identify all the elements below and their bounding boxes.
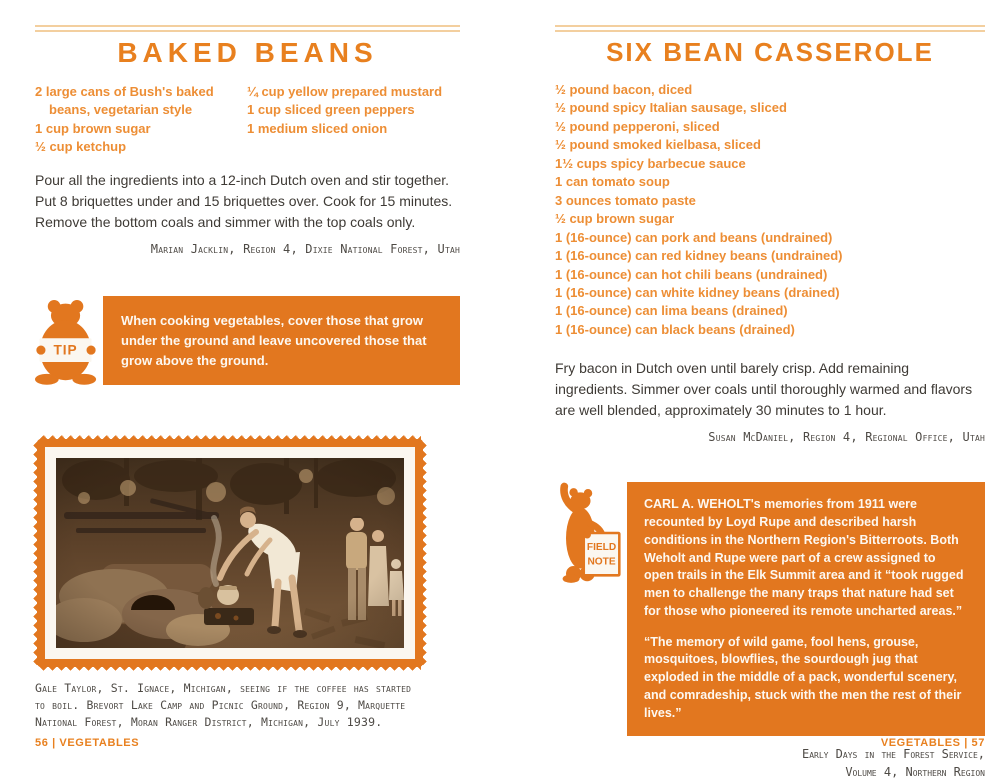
ingredient-item: ½ cup ketchup — [35, 139, 127, 155]
ingredient-item: 1 (16-ounce) can pork and beans (undrained) — [555, 229, 833, 245]
ingredient-item: 1 cup brown sugar — [35, 120, 151, 136]
photo-frame — [33, 435, 427, 671]
ingredient-column-1 — [35, 83, 247, 157]
page-number-footer-left: 56 | VEGETABLES — [35, 737, 140, 749]
recipe-instructions: Pour all the ingredients into a 12-inch Dutch oven and stir together. Put 8 briquettes under and 15 briquettes over. Cook for 15 minutes. Remove the bottom coals and simmer with the top coals only. — [35, 171, 453, 230]
standing-bear-icon — [555, 482, 621, 584]
book-attribution-line2: Volume 4, Northern Region — [845, 765, 985, 780]
contributor-attribution: Susan McDaniel, Region 4, Regional Office, Utah — [708, 430, 985, 445]
field-note-paragraph-1: CARL A. WEHOLT's memories from 1911 were recounted by Loyd Rupe and described harsh conditions in the Northern Region's Bitterroots. Both Weholt and Rupe were part of a crew assigned to open trails in the Elk Summit area and it “took rugged men to challenge the many traps that nature had set for those who pioneered its remote uncharted areas.” — [644, 497, 964, 618]
field-note-callout — [555, 482, 985, 736]
ingredient-item: ¼ cup yellow prepared mustard — [247, 84, 443, 99]
page-title: SIX BEAN CASSEROLE — [606, 37, 934, 67]
tip-bear-icon — [35, 296, 103, 391]
ingredient-item: 1 cup sliced green peppers — [247, 102, 415, 118]
ingredient-item: 1 (16-ounce) can white kidney beans (drained) — [555, 284, 840, 300]
ingredient-item: 1 can tomato soup — [555, 174, 670, 190]
ingredient-item: 1 (16-ounce) can black beans (drained) — [555, 321, 795, 337]
ingredient-item: ½ cup brown sugar — [555, 211, 675, 227]
recipe-instructions: Fry bacon in Dutch oven until barely crisp. Add remaining ingredients. Simmer over coals until thoroughly warmed and flavors are well blended, approximately 30 minutes to 1 hour. — [555, 360, 973, 419]
field-note-bear-icon — [555, 482, 627, 589]
field-note-box — [627, 482, 985, 736]
photo-caption: Gale Taylor, St. Ignace, Michigan, seeing if the coffee has started to boil. Brevort Lake Camp and Picnic Ground, Region 9, Marquette National Forest, Moran Ranger District, Michigan, July 1939. — [35, 680, 412, 730]
ingredient-list — [555, 81, 985, 339]
ingredient-item: ½ pound pepperoni, sliced — [555, 118, 720, 134]
ingredient-list — [35, 83, 460, 157]
sitting-bear-icon — [35, 296, 97, 386]
ingredient-item: ½ pound spicy Italian sausage, sliced — [555, 100, 787, 116]
ingredient-item: 2 large cans of Bush's baked beans, vegetarian style — [35, 84, 214, 118]
right-page — [555, 25, 985, 781]
top-rule — [555, 25, 985, 32]
contributor-attribution: Marian Jacklin, Region 4, Dixie National Forest, Utah — [150, 241, 460, 256]
ingredient-item: 1 (16-ounce) can hot chili beans (undrained) — [555, 266, 828, 282]
ingredient-item: 1 medium sliced onion — [247, 120, 388, 136]
ingredient-item: 1½ cups spicy barbecue sauce — [555, 155, 746, 171]
top-rule — [35, 25, 460, 32]
historic-photo — [56, 458, 404, 648]
ingredient-item: ½ pound smoked kielbasa, sliced — [555, 137, 761, 153]
page-title: BAKED BEANS — [117, 37, 378, 68]
book-attribution-line1: Early Days in the Forest Service, — [801, 747, 985, 762]
ingredient-column — [555, 81, 985, 339]
field-note-badge-line2: NOTE — [587, 556, 616, 568]
ingredient-item: ½ pound bacon, diced — [555, 82, 693, 97]
ingredient-column-2 — [247, 83, 460, 157]
sepia-campfire-scene — [56, 458, 404, 648]
field-note-paragraph-2: “The memory of wild game, fool hens, grouse, mosquitoes, blowflies, the sourdough jug that exploded in the middle of a pack, wonderful scenery, and comradeship, stuck with the men the rest of their lives.” — [644, 634, 962, 720]
ingredient-item: 1 (16-ounce) can red kidney beans (undrained) — [555, 248, 843, 264]
ingredient-item: 1 (16-ounce) can lima beans (drained) — [555, 303, 788, 319]
tip-badge-label: TIP — [53, 342, 78, 358]
page-number-footer-right: VEGETABLES | 57 — [880, 737, 985, 749]
tip-box: When cooking vegetables, cover those that grow under the ground and leave uncovered those that grow above the ground. — [103, 296, 460, 385]
left-page — [35, 25, 460, 732]
ingredient-item: 3 ounces tomato paste — [555, 192, 696, 208]
book-attribution — [555, 745, 985, 781]
tip-callout — [35, 296, 460, 391]
field-note-badge-line1: FIELD — [586, 542, 617, 554]
